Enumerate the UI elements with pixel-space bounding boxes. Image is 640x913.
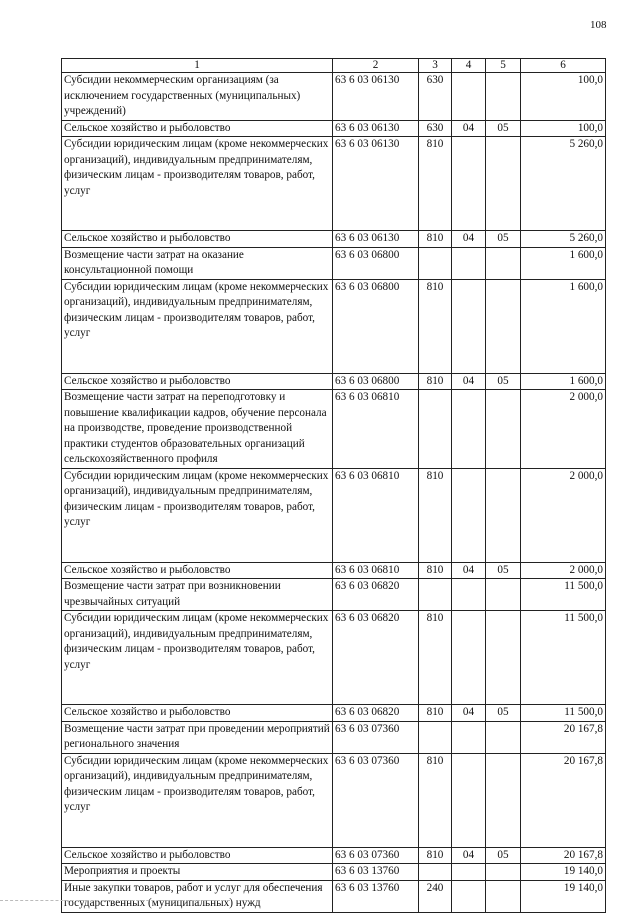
table-body — [62, 73, 606, 913]
row-code: 63 6 03 06130 — [333, 137, 419, 231]
row-name: Возмещение части затрат при возникновении чрезвычайных ситуаций — [62, 579, 333, 611]
row-name: Субсидии юридическим лицам (кроме некоммерческих организаций), индивидуальным предпринимателям, физическим лицам - производителям товаров, работ, услуг — [62, 611, 333, 705]
row-col-3: 630 — [419, 120, 452, 137]
row-col-5 — [486, 468, 521, 562]
budget-table — [61, 58, 606, 913]
row-name: Сельское хозяйство и рыболовство — [62, 847, 333, 864]
row-amount: 19 140,0 — [521, 864, 606, 881]
row-col-5 — [486, 73, 521, 121]
row-name: Сельское хозяйство и рыболовство — [62, 562, 333, 579]
table-row — [62, 390, 606, 469]
table-header — [62, 59, 606, 73]
row-col-4 — [452, 721, 486, 753]
row-amount: 1 600,0 — [521, 247, 606, 279]
row-amount: 11 500,0 — [521, 705, 606, 722]
row-amount: 1 600,0 — [521, 373, 606, 390]
row-code: 63 6 03 07360 — [333, 721, 419, 753]
row-code: 63 6 03 06130 — [333, 231, 419, 248]
row-col-4 — [452, 611, 486, 705]
row-col-4: 04 — [452, 562, 486, 579]
row-col-5 — [486, 279, 521, 373]
row-col-5: 05 — [486, 705, 521, 722]
row-col-5 — [486, 880, 521, 912]
header-col-2: 2 — [333, 59, 419, 73]
row-name: Сельское хозяйство и рыболовство — [62, 373, 333, 390]
row-code: 63 6 03 06800 — [333, 279, 419, 373]
row-col-4 — [452, 880, 486, 912]
row-code: 63 6 03 06130 — [333, 73, 419, 121]
row-code: 63 6 03 13760 — [333, 880, 419, 912]
row-name: Субсидии юридическим лицам (кроме некоммерческих организаций), индивидуальным предпринимателям, физическим лицам - производителям товаров, работ, услуг — [62, 468, 333, 562]
row-amount: 100,0 — [521, 73, 606, 121]
row-name: Сельское хозяйство и рыболовство — [62, 120, 333, 137]
row-col-5: 05 — [486, 373, 521, 390]
header-col-4: 4 — [452, 59, 486, 73]
table-row — [62, 753, 606, 847]
row-code: 63 6 03 06800 — [333, 373, 419, 390]
row-col-4 — [452, 468, 486, 562]
row-col-5 — [486, 137, 521, 231]
table-row — [62, 231, 606, 248]
header-col-1: 1 — [62, 59, 333, 73]
row-col-5 — [486, 753, 521, 847]
row-col-4 — [452, 73, 486, 121]
row-col-3: 810 — [419, 562, 452, 579]
row-code: 63 6 03 06820 — [333, 705, 419, 722]
row-name: Возмещение части затрат на переподготовку и повышение квалификации кадров, обучение персонала на производстве, проведение производственной практики студентов образовательных организаций сельскохозяйственного профиля — [62, 390, 333, 469]
row-col-3: 810 — [419, 279, 452, 373]
row-col-3: 810 — [419, 231, 452, 248]
row-amount: 2 000,0 — [521, 390, 606, 469]
row-col-3: 810 — [419, 373, 452, 390]
row-col-4 — [452, 390, 486, 469]
header-col-5: 5 — [486, 59, 521, 73]
header-col-6: 6 — [521, 59, 606, 73]
row-col-3 — [419, 579, 452, 611]
table-row — [62, 137, 606, 231]
row-amount: 20 167,8 — [521, 721, 606, 753]
table-row — [62, 468, 606, 562]
table-row — [62, 120, 606, 137]
row-col-4 — [452, 247, 486, 279]
row-col-5: 05 — [486, 847, 521, 864]
row-code: 63 6 03 13760 — [333, 864, 419, 881]
row-col-4 — [452, 279, 486, 373]
row-col-4 — [452, 579, 486, 611]
row-col-5 — [486, 721, 521, 753]
row-col-4: 04 — [452, 847, 486, 864]
row-amount: 11 500,0 — [521, 611, 606, 705]
row-col-4: 04 — [452, 120, 486, 137]
row-amount: 1 600,0 — [521, 279, 606, 373]
row-col-5: 05 — [486, 120, 521, 137]
row-col-3: 810 — [419, 611, 452, 705]
row-col-3: 810 — [419, 705, 452, 722]
row-col-5: 05 — [486, 231, 521, 248]
table-row — [62, 705, 606, 722]
table-row — [62, 880, 606, 912]
table-row — [62, 279, 606, 373]
row-col-3 — [419, 721, 452, 753]
row-col-4: 04 — [452, 373, 486, 390]
row-code: 63 6 03 06810 — [333, 562, 419, 579]
row-amount: 100,0 — [521, 120, 606, 137]
table-row — [62, 373, 606, 390]
row-col-4 — [452, 864, 486, 881]
row-name: Субсидии юридическим лицам (кроме некоммерческих организаций), индивидуальным предпринимателям, физическим лицам - производителям товаров, работ, услуг — [62, 137, 333, 231]
row-col-4 — [452, 753, 486, 847]
row-code: 63 6 03 06820 — [333, 579, 419, 611]
row-name: Сельское хозяйство и рыболовство — [62, 705, 333, 722]
row-col-3 — [419, 247, 452, 279]
row-col-3 — [419, 390, 452, 469]
header-col-3: 3 — [419, 59, 452, 73]
row-name: Возмещение части затрат при проведении мероприятий регионального значения — [62, 721, 333, 753]
row-col-5: 05 — [486, 562, 521, 579]
row-name: Субсидии некоммерческим организациям (за исключением государственных (муниципальных) учреждений) — [62, 73, 333, 121]
row-col-3: 810 — [419, 847, 452, 864]
row-amount: 19 140,0 — [521, 880, 606, 912]
row-code: 63 6 03 06820 — [333, 611, 419, 705]
row-name: Мероприятия и проекты — [62, 864, 333, 881]
row-col-4: 04 — [452, 705, 486, 722]
row-col-5 — [486, 390, 521, 469]
table-row — [62, 721, 606, 753]
scan-artifact-line — [0, 900, 230, 901]
row-amount: 20 167,8 — [521, 847, 606, 864]
row-amount: 5 260,0 — [521, 231, 606, 248]
row-amount: 20 167,8 — [521, 753, 606, 847]
row-col-5 — [486, 864, 521, 881]
row-name: Сельское хозяйство и рыболовство — [62, 231, 333, 248]
row-col-3 — [419, 864, 452, 881]
row-name: Субсидии юридическим лицам (кроме некоммерческих организаций), индивидуальным предпринимателям, физическим лицам - производителям товаров, работ, услуг — [62, 279, 333, 373]
row-code: 63 6 03 06810 — [333, 390, 419, 469]
table-row — [62, 847, 606, 864]
row-code: 63 6 03 07360 — [333, 847, 419, 864]
row-name: Иные закупки товаров, работ и услуг для обеспечения государственных (муниципальных) нужд — [62, 880, 333, 912]
table-row — [62, 562, 606, 579]
row-amount: 11 500,0 — [521, 579, 606, 611]
row-col-4: 04 — [452, 231, 486, 248]
row-col-3: 240 — [419, 880, 452, 912]
row-col-5 — [486, 247, 521, 279]
table-row — [62, 579, 606, 611]
row-col-4 — [452, 137, 486, 231]
row-code: 63 6 03 06800 — [333, 247, 419, 279]
table-row — [62, 73, 606, 121]
row-col-3: 810 — [419, 753, 452, 847]
row-col-3: 810 — [419, 468, 452, 562]
row-code: 63 6 03 06810 — [333, 468, 419, 562]
row-col-3: 630 — [419, 73, 452, 121]
row-name: Возмещение части затрат на оказание консультационной помощи — [62, 247, 333, 279]
row-code: 63 6 03 06130 — [333, 120, 419, 137]
row-col-5 — [486, 611, 521, 705]
table-row — [62, 247, 606, 279]
table-row — [62, 611, 606, 705]
row-amount: 2 000,0 — [521, 562, 606, 579]
row-amount: 2 000,0 — [521, 468, 606, 562]
row-amount: 5 260,0 — [521, 137, 606, 231]
row-code: 63 6 03 07360 — [333, 753, 419, 847]
table-row — [62, 864, 606, 881]
row-col-5 — [486, 579, 521, 611]
row-col-3: 810 — [419, 137, 452, 231]
row-name: Субсидии юридическим лицам (кроме некоммерческих организаций), индивидуальным предпринимателям, физическим лицам - производителям товаров, работ, услуг — [62, 753, 333, 847]
page-number: 108 — [590, 19, 607, 31]
